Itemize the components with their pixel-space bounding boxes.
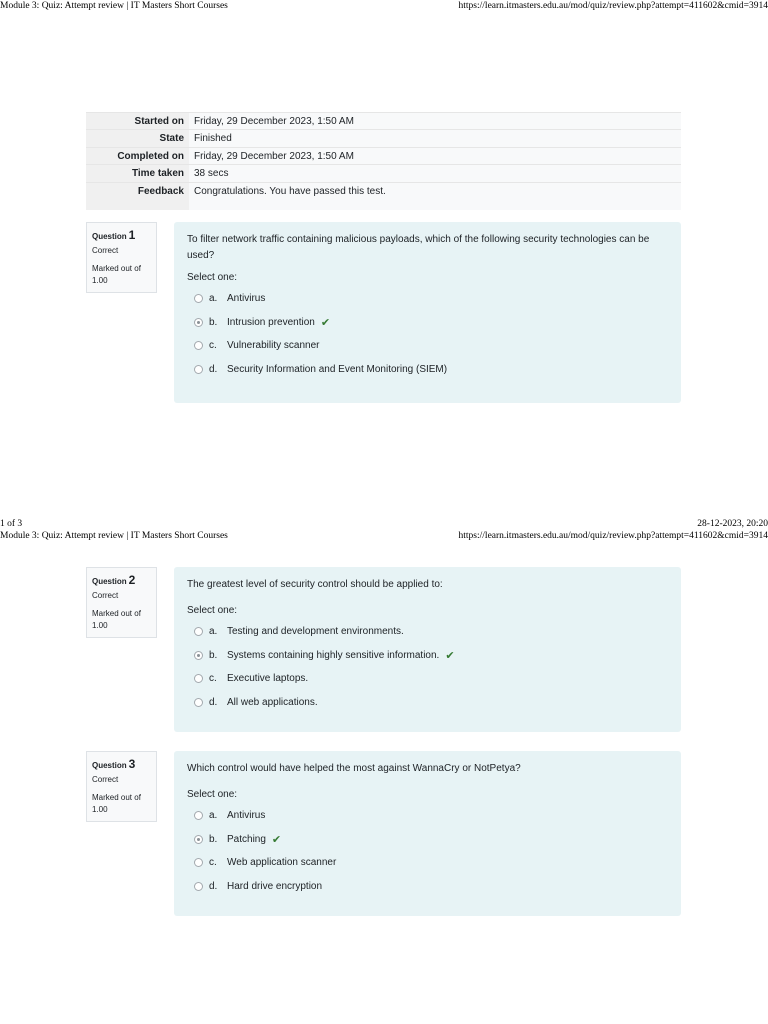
question-text: Which control would have helped the most against WannaCry or NotPetya? [187,763,521,774]
select-one-prompt: Select one: [187,272,238,283]
answer-options [187,804,668,898]
radio-button-selected[interactable] [194,318,203,327]
radio-button[interactable] [194,627,203,636]
radio-button[interactable] [194,882,203,891]
print-page-url: https://learn.itmasters.edu.au/mod/quiz/review.php?attempt=411602&cmid=3914 [458,1,768,11]
answer-option-a[interactable]: a. Antivirus [187,287,668,311]
answer-option-b[interactable]: b. Patching ✔ [187,828,668,852]
question-text: To filter network traffic containing malicious payloads, which of the following security technologies can be used? [187,234,650,261]
question-number: Question 2 [92,573,136,587]
question-number: Question 3 [92,757,136,771]
summary-value: 38 secs [194,168,229,179]
select-one-prompt: Select one: [187,789,238,800]
print-footer [0,518,768,530]
question-info-2 [86,567,157,638]
check-icon: ✔ [445,649,455,662]
question-number: Question 1 [92,228,136,242]
summary-label: Started on [134,116,184,127]
answer-option-b[interactable]: b. Intrusion prevention ✔ [187,311,668,335]
question-mark: Marked out of 1.00 [92,609,141,630]
answer-option-a[interactable]: a. Testing and development environments. [187,620,668,644]
summary-label: State [159,133,184,144]
answer-option-d[interactable]: d. Security Information and Event Monitoring (SIEM) [187,358,668,382]
print-page-title: Module 3: Quiz: Attempt review | IT Masters Short Courses [0,1,228,11]
summary-row-time-taken [86,164,681,182]
check-icon: ✔ [271,833,282,846]
question-state: Correct [92,775,119,784]
summary-label: Completed on [117,151,184,162]
summary-value: Friday, 29 December 2023, 1:50 AM [194,151,354,162]
answer-options [187,620,668,714]
summary-value: Congratulations. You have passed this test. [194,186,386,197]
question-info-1 [86,222,157,293]
summary-value: Friday, 29 December 2023, 1:50 AM [194,116,354,127]
attempt-summary-table [86,112,681,210]
summary-row-feedback [86,182,681,211]
radio-button[interactable] [194,294,203,303]
print-header [0,530,768,542]
summary-label: Time taken [131,168,184,179]
question-state: Correct [92,246,119,255]
radio-button[interactable] [194,365,203,374]
radio-button[interactable] [194,858,203,867]
question-mark: Marked out of 1.00 [92,793,141,814]
question-content-1 [174,222,681,403]
print-page-title: Module 3: Quiz: Attempt review | IT Masters Short Courses [0,531,228,541]
summary-label: Feedback [137,186,184,197]
summary-row-state [86,129,681,147]
radio-button-selected[interactable] [194,835,203,844]
print-datetime: 28-12-2023, 20:20 [697,519,768,529]
print-page-number: 1 of 3 [0,519,23,529]
select-one-prompt: Select one: [187,605,238,616]
print-page-url: https://learn.itmasters.edu.au/mod/quiz/review.php?attempt=411602&cmid=3914 [458,531,768,541]
question-content-2 [174,567,681,732]
answer-option-d[interactable]: d. Hard drive encryption [187,875,668,899]
question-state: Correct [92,591,119,600]
question-info-3 [86,751,157,822]
answer-option-c[interactable]: c. Web application scanner [187,851,668,875]
radio-button-selected[interactable] [194,651,203,660]
radio-button[interactable] [194,341,203,350]
question-mark: Marked out of 1.00 [92,264,141,285]
question-content-3 [174,751,681,916]
answer-option-a[interactable]: a. Antivirus [187,804,668,828]
answer-option-c[interactable]: c. Vulnerability scanner [187,334,668,358]
check-icon: ✔ [320,316,331,329]
summary-row-completed [86,147,681,165]
radio-button[interactable] [194,811,203,820]
answer-options [187,287,668,381]
summary-value: Finished [194,133,232,144]
radio-button[interactable] [194,698,203,707]
answer-option-d[interactable]: d. All web applications. [187,691,668,715]
answer-option-c[interactable]: c. Executive laptops. [187,667,668,691]
answer-option-b[interactable]: b. Systems containing highly sensitive information. ✔ [187,644,668,668]
summary-row-started [86,112,681,130]
radio-button[interactable] [194,674,203,683]
question-text: The greatest level of security control should be applied to: [187,579,443,590]
print-header [0,0,768,12]
